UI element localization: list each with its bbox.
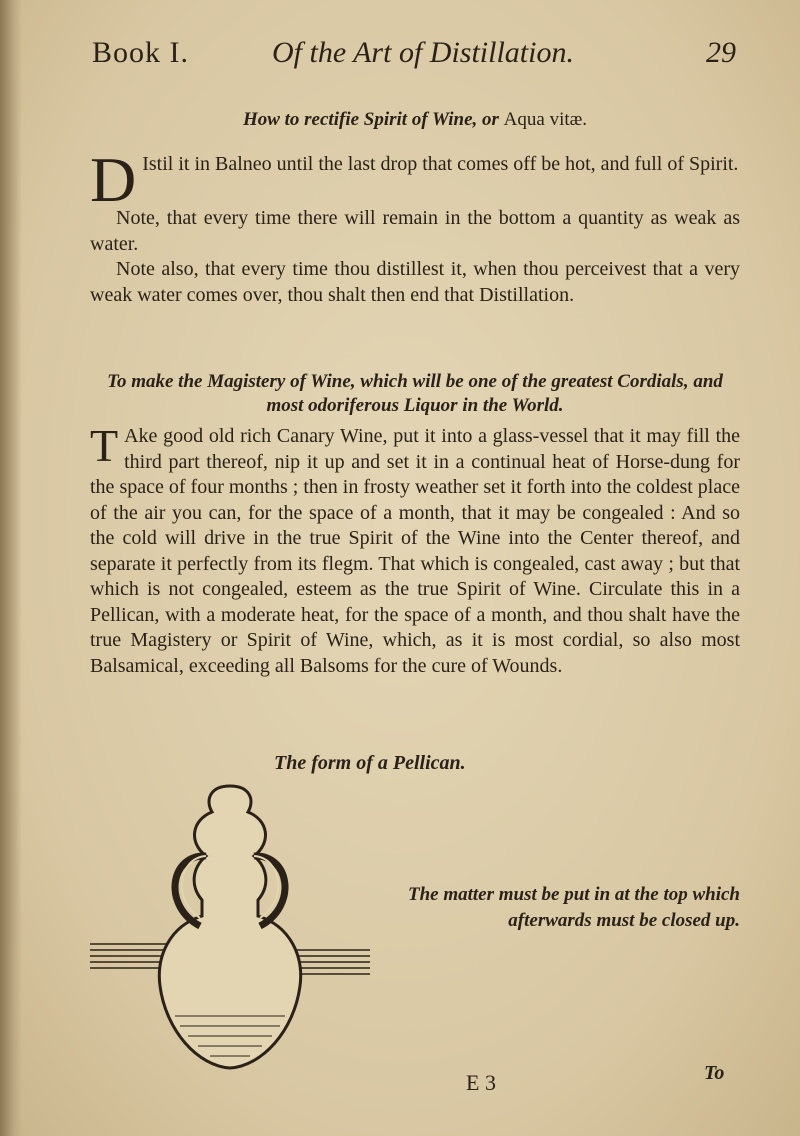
page-gutter-shadow	[0, 0, 22, 1136]
figure-note: The matter must be put in at the top which afterwards must be closed up.	[407, 884, 740, 931]
section2-body	[90, 420, 740, 679]
section1-paragraph-2: Note, that every time there will remain in the bottom a quantity as weak as water.	[90, 207, 740, 255]
figure-caption: The form of a Pellican.	[274, 752, 466, 774]
section1-paragraph-3: Note also, that every time thou distillest it, when thou perceivest that a very weak water comes over, thou shalt then end that Distillation.	[90, 258, 740, 306]
signature-mark: E 3	[466, 1070, 496, 1095]
page-number: 29	[706, 36, 736, 69]
section1-heading-italic: How to rectifie Spirit of Wine, or	[242, 109, 499, 130]
section1-heading-plain: Aqua vitæ.	[503, 109, 588, 130]
section1-p1-text: Istil it in Balneo until the last drop that comes off be hot, and full of Spirit.	[142, 153, 739, 175]
drop-cap-d: D	[90, 144, 137, 215]
running-header	[92, 36, 736, 76]
drop-cap-t: T	[90, 420, 119, 471]
section1-paragraph-1	[90, 144, 740, 215]
header-book: Book I.	[92, 36, 189, 69]
section2-paragraph-1	[90, 420, 740, 679]
section2-heading: To make the Magistery of Wine, which will be one of the greatest Cordials, and most odoriferous Liquor in the World.	[107, 371, 723, 416]
catchword: To	[704, 1062, 725, 1084]
section2-p1-text: Ake good old rich Canary Wine, put it into a glass-vessel that it may fill the third part thereof, nip it up and set it in a continual heat of Horse-dung for the space of four months ; then in frosty weather set it forth into the coldest place of the air you can, for the space of a month, that it may be congealed : And so the cold will drive in the true Spirit of the Wine into the Center thereof, and separate it perfectly from its flegm. That which is congealed, cast away ; but that which is not congealed, esteem as the true Spirit of Wine. Circulate this in a Pellican, with a moderate heat, for the space of a month, and thou shalt have the true Magistery or Spirit of Wine, which, as it is most cordial, so also most Balsamical, exceeding all Balsoms for the cure of Wounds.	[90, 425, 740, 677]
header-title: Of the Art of Distillation.	[272, 36, 574, 69]
section1-body	[90, 144, 740, 308]
pellican-illustration	[80, 776, 380, 1076]
section1-heading	[90, 108, 740, 132]
